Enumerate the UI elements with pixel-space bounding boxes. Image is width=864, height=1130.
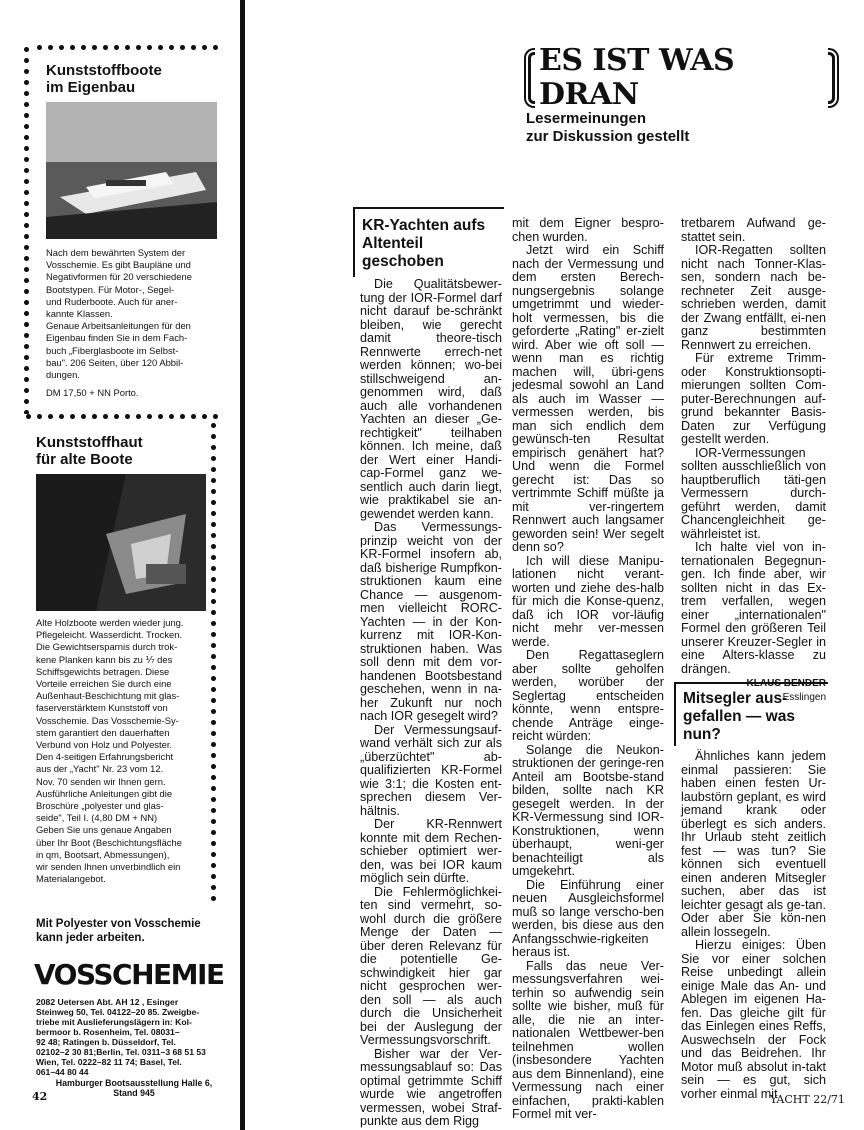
ad-dotted-border (23, 413, 219, 420)
ad-dotted-border (210, 420, 217, 904)
motor-yacht-image (46, 102, 217, 239)
column-subtitle: Lesermeinungen zur Diskussion gestellt (526, 110, 690, 145)
ad-fair-info: Hamburger Bootsausstellung Halle 6, Stand 945 (55, 1078, 213, 1098)
hull-coating-image (36, 474, 206, 611)
column-rule (240, 0, 245, 1130)
article-column-2: mit dem Eigner bespro-chen wurden. Jetzt wird ein Schiff nach der Vermessung und dem ersten Berech-nungsergebnis solange umgetrimmt und wieder-holt vermessen, bis die geforderte „Rating" er-zielt wird. Aber wie oft soll — wenn man es richtig machen will, übri-gens jedesmal sowohl an Land als auch im Wasser — vermessen werden, bis man sich endlich dem gewünsch-ten Resultat empirisch genähert hat? Und wenn die Formel gerecht ist: Das so vertrimmte Schiff müßte ja mit ver-ringertem Rennwert auch langsamer geworden sein! Wer segelt denn so? Ich will diese Manipu-lationen nicht verant-worten und ziehe des-halb für mich die Konse-quenz, daß ich IOR vor-läufig nicht mehr ver-messen werde. Den Regattaseglern aber sollte geholfen werden, worüber der Seglertag entscheiden könnte, wenn entspre-chende Anträge einge-reicht würden: Solange die Neukon-struktionen der geringe-ren Anteil am Bootsbe-stand bilden, sollte nach KR gesegelt werden. In der KR-Vermessung sind IOR-Konstruktionen, wenn überhaupt, weni-ger benachteiligt als umgekehrt. Die Einführung einer neuen Ausgleichsformel muß so lange verscho-ben werden, bis diese aus den Anfangsschwie-rigkeiten heraus ist. Falls das neue Ver-messungsverfahren wei-terhin so aufwendig sein sollte wie bisher, muß für alle, die nie an inter-nationalen Wettbewer-ben teilnehmen wollen (insbesondere Yachten aus dem Binnenland), eine Vermessung nach einer einfachen, prakti-kablen Formel mit ver- (512, 216, 664, 1121)
article-column-3: tretbarem Aufwand ge-stattet sein. IOR-Regatten sollten nicht nach Tonner-Klas-sen, sondern nach be-rechneter Zeit ausge-schrieben werden, damit der Zwang entfällt, ei-nen ganz bestimmten Rennwert zu erreichen. Für extreme Trimm-oder Konstruktionsopti-mierungen sollten Com-puter-Berechnungen auf-grund bekannter Basis-Daten zur Verfügung gestellt werden. IOR-Vermessungen sollten ausschließlich von hauptberuflich täti-gen Vermessern durch-geführt werden, damit Chancengleichheit ge-währleistet ist. Ich halte viel von in-ternationalen Begegnun-gen. Ich finde aber, wir sollten nicht in das Ex-trem verfallen, wegen einer „internationalen" Formel den größeren Teil unserer Kreuzer-Segler in eine Alters-klasse zu drängen. Esslingen (681, 216, 826, 703)
article-box-border (353, 207, 504, 209)
ad-skin-title: Kunststoffhaut für alte Boote (36, 434, 143, 468)
article-headline: KR-Yachten aufs Altenteil geschoben (362, 217, 486, 270)
article-box-border (674, 682, 676, 746)
ad-slogan: Mit Polyester von Vosschemie kann jeder arbeiten. (36, 918, 201, 944)
ad-dotted-border (34, 44, 218, 51)
article-column-1: Die Qualitätsbewer-tung der IOR-Formel darf nicht darauf be-schränkt bleiben, wie gerecht damit theore-tisch Rennwerte errech-net werden können; wo-bei stillschweigend an-genommen wird, daß auch alle vorhandenen Yachten an dieser „Ge-rechtigkeit" teilhaben können. Ich meine, daß der Wert einer Handi-cap-Formel ganz we-sentlich auch darin liegt, wie praktikabel sie an-gewendet werden kann. Das Vermessungs-prinzip weicht von der KR-Formel insofern ab, daß bisherige Rumpfkon-struktionen kaum eine Chance — ausgenom-men vielleicht RORC-Yachten — in der Kon-kurrenz mit IOR-Kon-struktionen haben. Was soll denn mit dem vor-handenen Bootsbestand geschehen, wenn in na-her Zukunft nur noch nach IOR gesegelt wird? Der Vermessungsauf-wand verhält sich zur als „überzüchtet" ab-qualifizierten KR-Formel wie 3:1; die Kosten ent-sprechen diesem Ver-hältnis. Der KR-Rennwert konnte mit dem Rechen-schieber optimiert wer-den, was bei IOR kaum möglich sein dürfte. Die Fehlermöglichkei-ten sind vermehrt, so-wohl durch die größere Menge der Daten — über deren Relevanz für die potentielle Ge-schwindigkeit hier gar nicht gesprochen wer-den soll — als auch durch die Unsicherheit bei der Auslegung der Vermessungsvorschrift. Bisher war der Ver-messungsablauf so: Das optimal getrimmte Schiff wurde wie angetroffen vermessen, wobei Straf-punkte aus dem Rigg (360, 277, 502, 1128)
boat-photo (46, 102, 217, 239)
article-box-border (353, 207, 355, 277)
article-box-border (674, 682, 828, 684)
ad-address: 2082 Uetersen Abt. AH 12 , Esinger Steinweg 50, Tel. 04122–20 85. Zweigbe- triebe mit Auslieferungslägern in: Kol- bermoor b. Rosenheim, Tel. 08031– 92 48; Ratingen b. Düsseldorf, Tel. 02102–2 30 81;Berlin, Tel. 0311–3 68 51 53 Wien, Tel. 0222–82 11 74; Basel, Tel. 061–44 80 44 (36, 997, 206, 1077)
article2-headline: Mitsegler aus- gefallen — was nun? (683, 690, 795, 743)
journal-issue: YACHT 22/71 (770, 1093, 845, 1106)
hull-photo (36, 474, 206, 611)
ad-boats-title: Kunststoffboote im Eigenbau (46, 62, 162, 96)
ad-skin-text: Alte Holzboote werden wieder jung. Pflegeleicht. Wasserdicht. Trocken. Die Gewichtsersparnis durch trok- kene Planken kann bis zu ⅐ des Schiffsgewichts betragen. Diese Vorteile erreichen Sie durch eine Außenhaut-Beschichtung mit glas- faserverstärktem Kunststoff von Vosschemie. Das Vosschemie-Sy- stem garantiert den dauerhaften Verbund von Holz und Polyester. Den 4-seitigen Erfahrungsbericht aus der „Yacht" Nr. 23 vom 12. Nov. 70 senden wir Ihnen gern. Ausführliche Anleitungen gibt die Broschüre „polyester und glas- seide", Teil I. (4,80 DM + NN) Geben Sie uns genaue Angaben über Ihr Boot (Beschichtungsfläche in qm, Bootsart, Abmessungen), wir senden Ihnen unverbindlich ein Materialangebot. (36, 617, 184, 885)
author-city: Esslingen (782, 691, 826, 703)
vosschemie-logo: VOSSCHEMIE (34, 958, 224, 991)
page-number: 42 (32, 1090, 48, 1103)
ad-boats-text: Nach dem bewährten System der Vosschemie. Es gibt Baupläne und Negativformen für 20 verschiedene Bootstypen. Für Motor-, Segel- und Ruderboote. Auch für aner- kannte Klassen. Genaue Arbeitsanleitungen für den Eigenbau finden Sie in dem Fach- buch „Fiberglasboote im Selbst- bau". 206 Seiten, über 120 Abbil- dungen. DM 17,50 + NN Porto. (46, 247, 192, 399)
ad-dotted-border (23, 44, 30, 414)
column-banner (528, 43, 835, 112)
banner-title: ES IST WAS DRAN (535, 44, 828, 112)
article2-body: Ähnliches kann jedem einmal passieren: Sie haben einen festen Ur-laubstörn geplant, es wird jemand krank oder überlegt es sich anders. Ihr Urlaub steht zeitlich fest — was tun? Sie können sich eventuell einen anderen Mitsegler suchen, aber das ist leichter gesagt als ge-tan. Oder aber Sie kön-nen allein lossegeln. Hierzu einiges: Üben Sie vor einer solchen Reise unbedingt allein einige Male das An- und Ablegen im eigenen Ha-fen. Das gleiche gilt für das Einlegen eines Reffs, Auswechseln der Fock und das Beidrehen. Ihr Motor muß absolut in-takt sein — es gut, sich vorher einmal mit (681, 749, 826, 1101)
